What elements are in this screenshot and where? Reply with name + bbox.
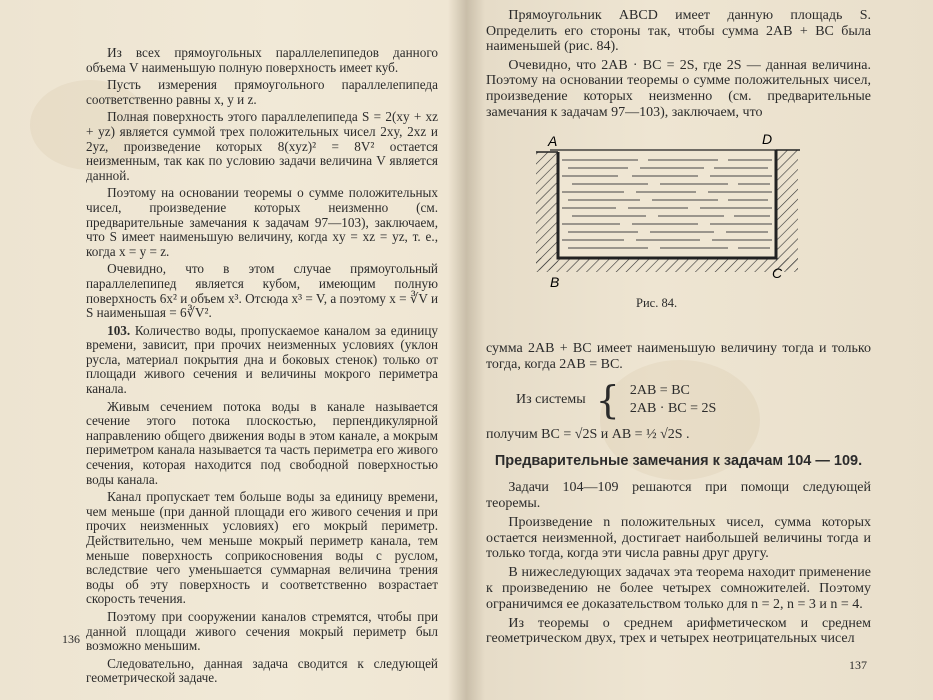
label-a: A: [548, 133, 558, 149]
paragraph: Следовательно, данная задача сводится к следующей геометрической задаче.: [86, 655, 438, 686]
problem-text: Количество воды, пропускаемое каналом за единицу времени, зависит, при прочих неизменных условиях (уклон русла, материал покрытия дна и боковых стенок) только от площади живого сечения и величины мокрого периметра канала.: [86, 322, 439, 397]
system-intro: Из системы: [516, 391, 586, 407]
paragraph: Очевидно, что 2AB · BC = 2S, где 2S — данная величина. Поэтому на основании теоремы о сумме положительных чисел, произведение которых неизменно (см. предварительные замечания к задачам 97—103), заключаем, что: [486, 57, 871, 120]
paragraph: Задачи 104—109 решаются при помощи следующей теоремы.: [486, 480, 871, 511]
system-line: 2AB = BC: [629, 382, 690, 398]
page-number-left: 136: [62, 632, 80, 646]
result-formula: получим BC = √2S и AB = ½ √2S .: [486, 426, 690, 442]
paragraph: В нижеследующих задачах эта теорема находит применение к произведению не более четырех сомножителей. Поэтому ограничимся ее доказательством только для n = 2, n = 3 и n = 4.: [486, 565, 871, 612]
paragraph: сумма 2AB + BC имеет наименьшую величину тогда и только тогда, когда 2AB = BC.: [486, 341, 871, 372]
page-number-right: 137: [849, 658, 867, 672]
left-text-column: [86, 46, 438, 689]
system-lines: [630, 382, 716, 418]
paragraph: Пусть измерения прямоугольного параллелепипеда соответственно равны x, y и z.: [86, 77, 438, 107]
system-line: 2AB · BC = 2S: [629, 400, 717, 416]
figure-caption: Рис. 84.: [636, 296, 678, 310]
paragraph: Живым сечением потока воды в канале называется сечение этого потока плоскостью, перпендикулярной направлению общего движения воды в этом канале, а мокрым периметром канала называется та часть периметра его живого сечения, которая находится под свободной поверхностью воды канала.: [86, 398, 438, 487]
paragraph: Поэтому на основании теоремы о сумме положительных чисел, произведение которых неизменно (см. предварительные замечания к задачам 97—103), заключаем, что S имеет наименьшую величину, когда xy = xz = yz, т. е., когда x = y = z.: [86, 185, 438, 259]
paragraph: Канал пропускает тем больше воды за единицу времени, чем меньше (при данной площади его живого сечения и при прочих неизменных условиях) его мокрый периметр. Действительно, чем меньше мокрый периметр канала, тем меньше поверхность соприкосновения воды с руслом, вследствие чего уменьшается суммарная величина трения воды об эту поверхность и соответственно возрастает скорость течения.: [86, 489, 438, 607]
brace-icon: {: [595, 377, 620, 422]
left-bank-hatching: [536, 152, 558, 270]
paragraph: Из теоремы о среднем арифметическом и среднем геометрическом двух, трех и четырех неотрицательных чисел: [486, 615, 871, 647]
right-page: [466, 0, 933, 700]
left-page: [0, 0, 466, 700]
theorem-paragraph: Произведение n положительных чисел, сумма которых остается неизменной, достигает наибольшей величины тогда и только тогда, когда эти числа равны друг другу.: [486, 514, 871, 562]
canal-cross-section-figure: [528, 132, 818, 292]
paragraph: Поэтому при сооружении каналов стремятся, чтобы при данной площади живого сечения мокрый периметр был возможно меньшим.: [86, 608, 438, 654]
paragraph: Полная поверхность этого параллелепипеда S = 2(xy + xz + yz) является суммой трех положительных чисел 2xy, 2xz и 2yz, произведение которых 8(xyz)² = 8V² остается неизменным, так как по условию задачи величина V является данной.: [86, 109, 438, 183]
right-top-text: [486, 8, 871, 123]
paragraph: Прямоугольник ABCD имеет данную площадь S. Определить его стороны так, чтобы сумма 2AB + BC была наименьшей (рис. 84).: [486, 8, 871, 55]
problem-number: 103.: [107, 322, 131, 338]
right-bottom-text: [486, 341, 871, 650]
bottom-hatching: [536, 258, 798, 272]
label-d: D: [762, 132, 773, 147]
paragraph: Из всех прямоугольных параллелепипедов данного объема V наименьшую полную поверхность имеет куб.: [86, 45, 438, 75]
problem-paragraph: [86, 324, 438, 397]
paragraph: Очевидно, что в этом случае прямоугольный параллелепипед является кубом, имеющим полную поверхность 6x² и объем x³. Отсюда x³ = V, а поэтому x = ∛V и S наименьшая = 6∛V².: [86, 261, 438, 321]
equation-system: [516, 377, 871, 422]
label-c: C: [772, 265, 783, 281]
section-heading: Предварительные замечания к задачам 104 — 109.: [494, 453, 863, 470]
right-bank-hatching: [776, 150, 798, 270]
label-b: B: [550, 274, 560, 290]
